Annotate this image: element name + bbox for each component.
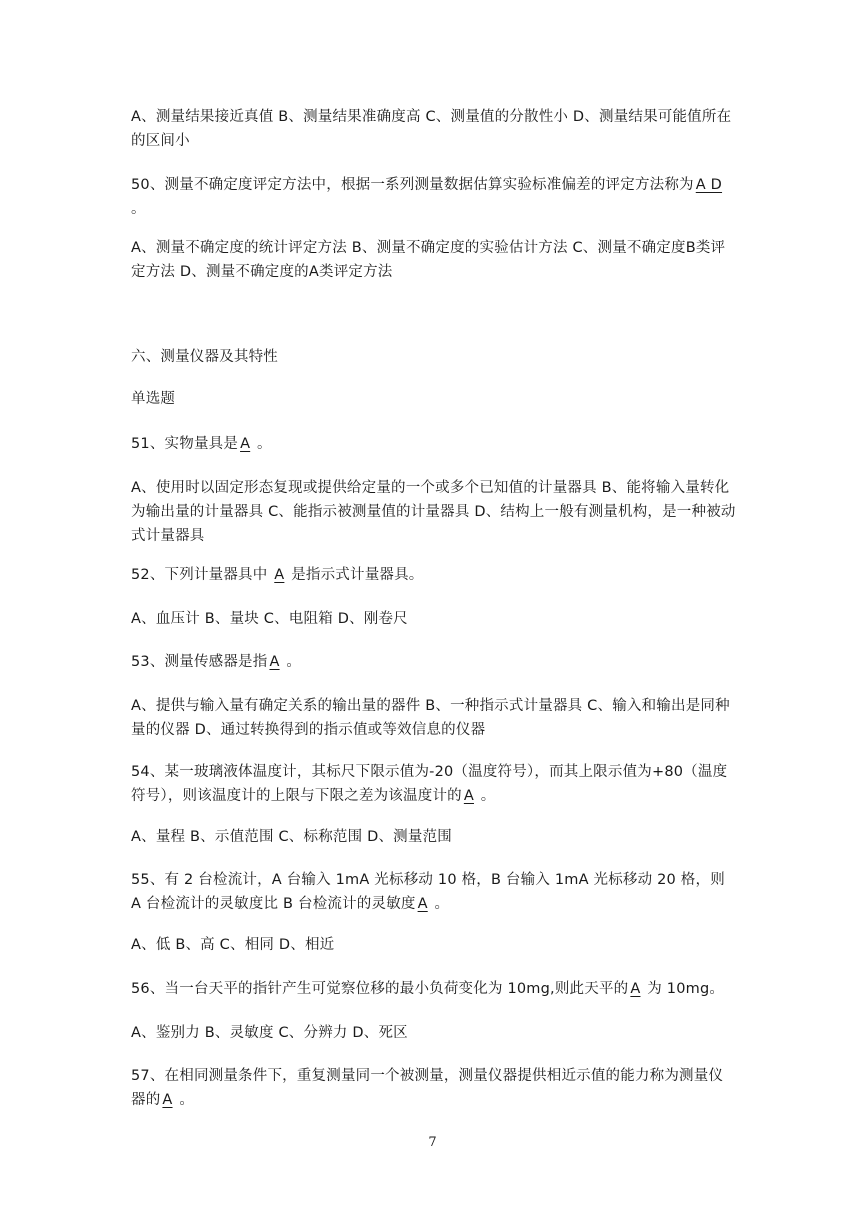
question-51 [131, 432, 737, 456]
page-number: 7 [428, 1135, 437, 1150]
question-54 [131, 760, 737, 808]
question-52 [131, 563, 737, 587]
question-51-answer: A [240, 436, 251, 452]
options-50: A、测量不确定度的统计评定方法 B、测量不确定度的实验估计方法 C、测量不确定度B类评定方法 D、测量不确定度的A类评定方法 [131, 240, 726, 280]
question-50-text: 50、测量不确定度评定方法中，根据一系列测量数据估算实验标准偏差的评定方法称为 [131, 177, 694, 193]
options-53: A、提供与输入量有确定关系的输出量的器件 B、一种指示式计量器具 C、输入和输出是同种量的仪器 D、通过转换得到的指示值或等效信息的仪器 [131, 698, 730, 738]
question-54-answer: A [463, 788, 474, 804]
question-57-answer: A [162, 1092, 173, 1108]
question-55-tail: 。 [429, 896, 450, 912]
options-54: A、量程 B、示值范围 C、标称范围 D、测量范围 [131, 829, 452, 845]
question-50-tail: 。 [131, 201, 146, 217]
question-57-tail: 。 [174, 1092, 195, 1108]
options-51: A、使用时以固定形态复现或提供给定量的一个或多个已知值的计量器具 B、能将输入量转化为输出量的计量器具 C、能指示被测量值的计量器具 D、结构上一般有测量机构，是一种被动式计量器具 [131, 480, 736, 544]
question-51-text: 51、实物量具是 [131, 436, 239, 452]
question-53-text: 53、测量传感器是指 [131, 654, 268, 670]
question-52-answer: A [274, 567, 285, 583]
question-50-answer: A D [695, 177, 723, 193]
question-53-tail: 。 [281, 654, 302, 670]
question-53 [131, 650, 737, 674]
question-55-answer: A [417, 896, 428, 912]
question-52-text: 52、下列计量器具中 [131, 567, 273, 583]
question-52-tail: 是指示式计量器具。 [286, 567, 424, 583]
question-56-tail: 为 10mg。 [642, 981, 725, 997]
subsection-heading: 单选题 [131, 391, 176, 407]
question-56-answer: A [630, 981, 641, 997]
options-55: A、低 B、高 C、相同 D、相近 [131, 937, 335, 953]
question-56-text: 56、当一台天平的指针产生可觉察位移的最小负荷变化为 10mg,则此天平的 [131, 981, 629, 997]
section-heading: 六、测量仪器及其特性 [131, 349, 278, 365]
options-49: A、测量结果接近真值 B、测量结果准确度高 C、测量值的分散性小 D、测量结果可能值所在的区间小 [131, 109, 732, 149]
options-52: A、血压计 B、量块 C、电阻箱 D、刚卷尺 [131, 611, 408, 627]
question-57 [131, 1064, 737, 1112]
question-54-text: 54、某一玻璃液体温度计，其标尺下限示值为-20（温度符号），而其上限示值为+80（温度符号），则该温度计的上限与下限之差为该温度计的 [131, 764, 728, 804]
question-51-tail: 。 [252, 436, 272, 452]
question-55 [131, 868, 737, 916]
question-56 [131, 977, 737, 1001]
question-57-text: 57、在相同测量条件下，重复测量同一个被测量，测量仪器提供相近示值的能力称为测量仪器的 [131, 1068, 724, 1108]
question-53-answer: A [269, 654, 280, 670]
question-50 [131, 173, 737, 221]
options-56: A、鉴别力 B、灵敏度 C、分辨力 D、死区 [131, 1025, 408, 1041]
question-54-tail: 。 [475, 788, 496, 804]
question-55-text: 55、有 2 台检流计，A 台输入 1mA 光标移动 10 格，B 台输入 1mA 光标移动 20 格，则 A 台检流计的灵敏度比 B 台检流计的灵敏度 [131, 872, 725, 912]
